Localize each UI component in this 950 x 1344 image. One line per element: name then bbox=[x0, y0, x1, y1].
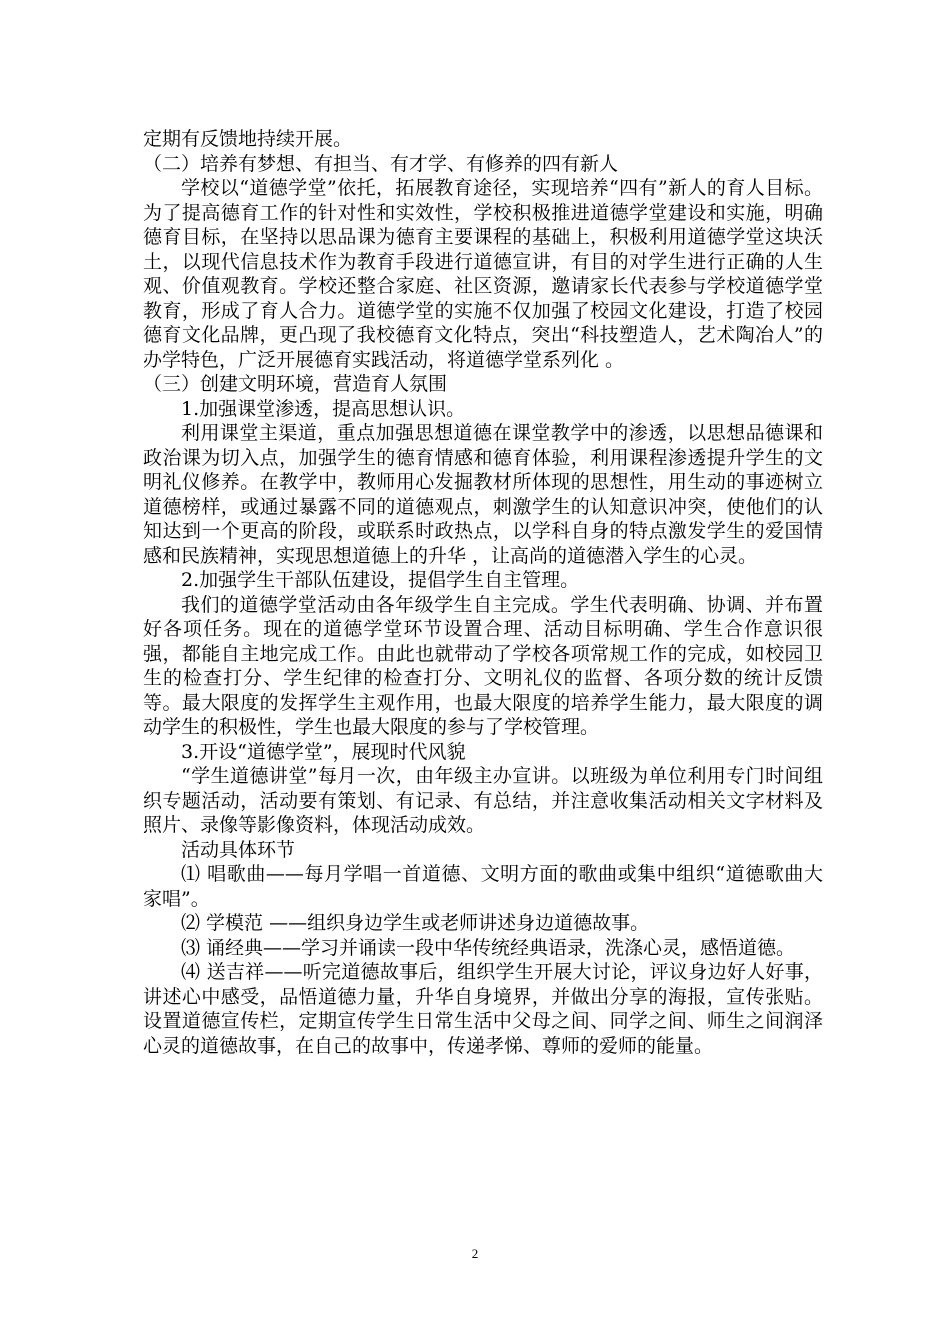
paragraph: 学校以“道德学堂”依托，拓展教育途径，实现培养“四有”新人的育人目标。为了提高德育工作的针对性和实效性，学校积极推进道德学堂建设和实施，明确德育目标，在坚持以思品课为德育主要课程的基础上，积极利用道德学堂这块沃土，以现代信息技术作为教育手段进行道德宣讲，有目的对学生进行正确的人生观、价值观教育。学校还整合家庭、社区资源，邀请家长代表参与学校道德学堂教育，形成了育人合力。道德学堂的实施不仅加强了校园文化建设，打造了校园德育文化品牌，更凸现了我校德育文化特点，突出“科技塑造人，艺术陶冶人”的办学特色，广泛开展德育实践活动，将道德学堂系列化 。 bbox=[143, 177, 823, 371]
list-item: ⑵ 学模范 ——组织身边学生或老师讲述身边道德故事。 bbox=[181, 912, 650, 934]
paragraph: 定期有反馈地持续开展。 bbox=[143, 128, 353, 150]
body-text bbox=[143, 127, 823, 1058]
list-item: ⑶ 诵经典——学习并诵读一段中华传统经典语录，洗涤心灵，感悟道德。 bbox=[181, 936, 796, 959]
section-heading: （二）培养有梦想、有担当、有才学、有修养的四有新人 bbox=[143, 152, 619, 175]
section-heading: （三）创建文明环境，营造育人氛围 bbox=[143, 373, 448, 395]
paragraph: 活动具体环节 bbox=[181, 838, 296, 861]
list-item: ⑴ 唱歌曲——每月学唱一首道德、文明方面的歌曲或集中组织“道德歌曲大家唱”。 bbox=[143, 863, 823, 910]
list-item: ⑷ 送吉祥——听完道德故事后，组织学生开展大讨论，评议身边好人好事，讲述心中感受，品悟道德力量，升华自身境界，并做出分享的海报，宣传张贴。设置道德宣传栏，定期宣传学生日常生活中父母之间、同学之间、师生之间润泽心灵的道德故事，在自己的故事中，传递孝悌、尊师的爱师的能量。 bbox=[143, 961, 823, 1057]
paragraph: 利用课堂主渠道，重点加强思想道德在课堂教学中的渗透，以思想品德课和政治课为切入点，加强学生的德育情感和德育体验，利用课程渗透提升学生的文明礼仪修养。在教学中，教师用心发掘教材所体现的思想性，用生动的事迹树立道德榜样，或通过暴露不同的道德观点，刺激学生的认知意识冲突，使他们的认知达到一个更高的阶段，或联系时政热点，以学科自身的特点激发学生的爱国情感和民族精神，实现思想道德上的升华 ，让高尚的道德潜入学生的心灵。 bbox=[143, 422, 823, 567]
subheading: 3.开设“道德学堂”，展现时代风貌 bbox=[181, 740, 466, 763]
page-number: 2 bbox=[471, 1246, 479, 1261]
paragraph: 我们的道德学堂活动由各年级学生自主完成。学生代表明确、协调、并布置好各项任务。现在的道德学堂环节设置合理、活动目标明确、学生合作意识很强，都能自主地完成工作。由此也就带动了学校各项常规工作的完成，如校园卫生的检查打分、学生纪律的检查打分、文明礼仪的监督、各项分数的统计反馈等。最大限度的发挥学生主观作用，也最大限度的培养学生能力，最大限度的调动学生的积极性，学生也最大限度的参与了学校管理。 bbox=[143, 593, 823, 738]
subheading: 2.加强学生干部队伍建设，提倡学生自主管理。 bbox=[181, 569, 580, 591]
subheading: 1.加强课堂渗透，提高思想认识。 bbox=[181, 397, 466, 420]
paragraph: “学生道德讲堂”每月一次，由年级主办宣讲。以班级为单位利用专门时间组织专题活动，活动要有策划、有记录、有总结，并注意收集活动相关文字材料及照片、录像等影像资料，体现活动成效。 bbox=[143, 765, 823, 836]
